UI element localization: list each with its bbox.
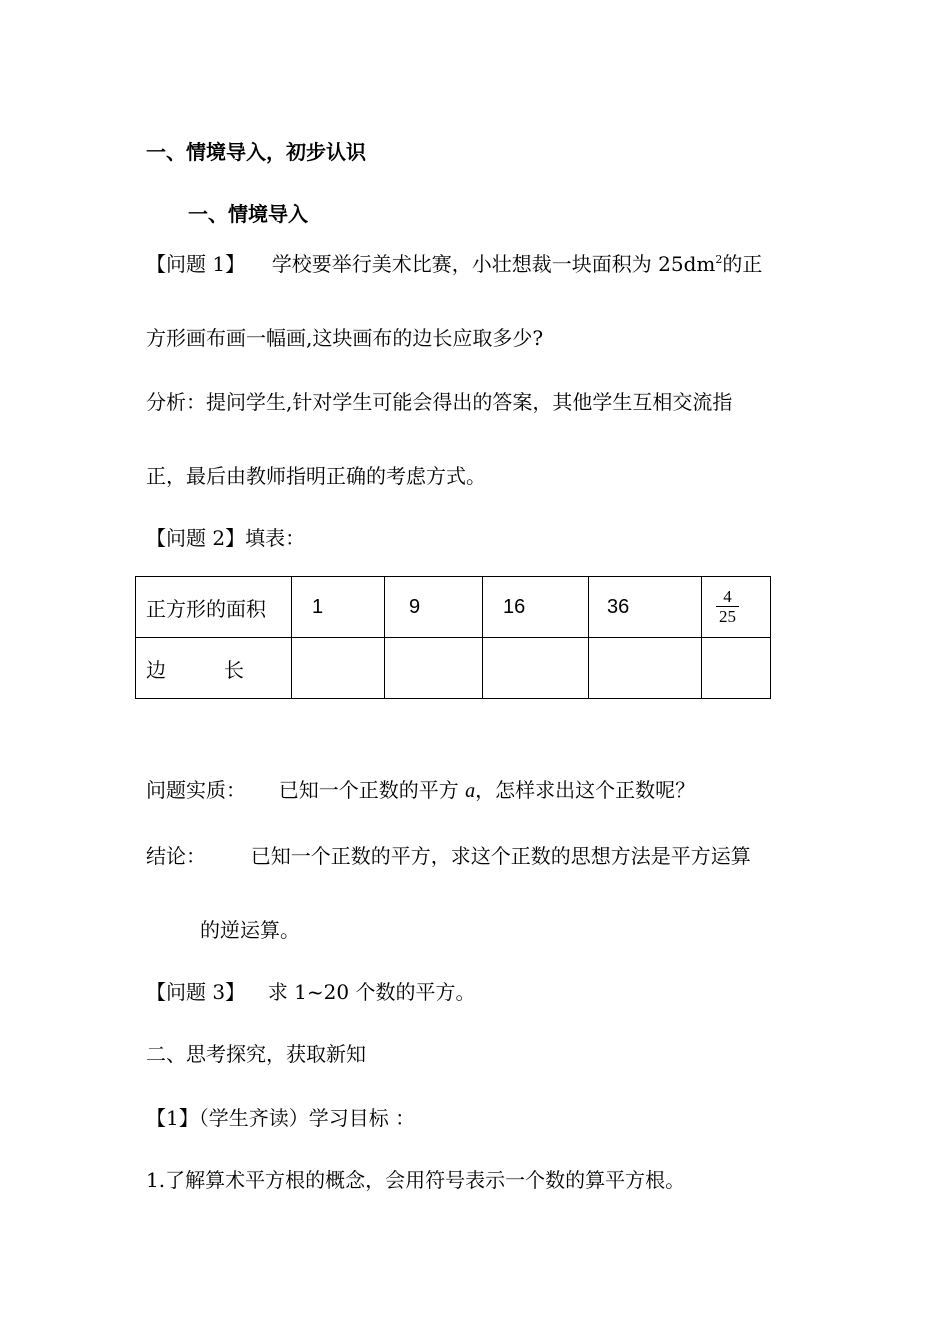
table-cell: 1 — [292, 577, 385, 638]
essence-text-end: ，怎样求出这个正数呢？ — [475, 778, 696, 802]
table-header-side-char-2: 长 — [224, 657, 244, 682]
question-3-label: 【问题 3】 — [146, 980, 246, 1004]
table-cell: 9 — [385, 577, 483, 638]
fraction — [716, 587, 739, 626]
table-row — [136, 638, 771, 699]
question-3-line — [146, 978, 475, 1006]
table-header-side-char-1: 边 — [146, 657, 166, 682]
learning-goal-1: 1.了解算术平方根的概念，会用符号表示一个数的算平方根。 — [146, 1168, 686, 1192]
question-1-line-1 — [146, 250, 762, 278]
table-header-side — [136, 638, 292, 699]
table-cell-empty[interactable] — [589, 638, 702, 699]
fraction-numerator: 4 — [716, 587, 739, 607]
table-cell-fraction — [702, 577, 771, 638]
question-1-line-2: 方形画布画一幅画,这块画布的边长应取多少? — [146, 326, 544, 350]
question-1-text-end: 的正 — [722, 252, 763, 276]
table-cell: 36 — [589, 577, 702, 638]
learning-goals-label: 【1】（学生齐读）学习目标 ： — [146, 1106, 416, 1130]
conclusion-line-1 — [146, 842, 751, 870]
question-3-text: 求 1~20 个数的平方。 — [267, 980, 476, 1004]
table-header-area: 正方形的面积 — [136, 577, 292, 638]
table-cell: 16 — [483, 577, 589, 638]
subsection-heading: 一、情境导入 — [188, 202, 308, 226]
table-cell-empty[interactable] — [702, 638, 771, 699]
conclusion-label: 结论： — [146, 844, 206, 868]
question-1-text: 学校要举行美术比赛，小壮想裁一块面积为 25dm — [271, 252, 716, 276]
conclusion-line-2: 的逆运算。 — [200, 918, 300, 942]
essence-line — [146, 776, 695, 805]
essence-text: 已知一个正数的平方 — [278, 778, 466, 802]
section-heading-1: 一、情境导入，初步认识 — [146, 140, 366, 164]
conclusion-text: 已知一个正数的平方，求这个正数的思想方法是平方运算 — [250, 844, 751, 868]
table-cell-empty[interactable] — [385, 638, 483, 699]
fill-in-table — [135, 576, 771, 699]
analysis-line-1: 分析：提问学生,针对学生可能会得出的答案，其他学生互相交流指 — [146, 390, 733, 414]
fraction-denominator: 25 — [719, 607, 736, 626]
section-heading-2: 二、思考探究，获取新知 — [146, 1042, 366, 1066]
question-2-label: 【问题 2】填表： — [146, 526, 306, 550]
table-cell-empty[interactable] — [483, 638, 589, 699]
question-1-label: 【问题 1】 — [146, 252, 246, 276]
question-1-superscript: 2 — [715, 253, 723, 266]
table-row — [136, 577, 771, 638]
table-cell-empty[interactable] — [292, 638, 385, 699]
essence-label: 问题实质： — [146, 778, 246, 802]
analysis-line-2: 正，最后由教师指明正确的考虑方式。 — [146, 464, 486, 488]
variable-a: a — [465, 780, 476, 802]
